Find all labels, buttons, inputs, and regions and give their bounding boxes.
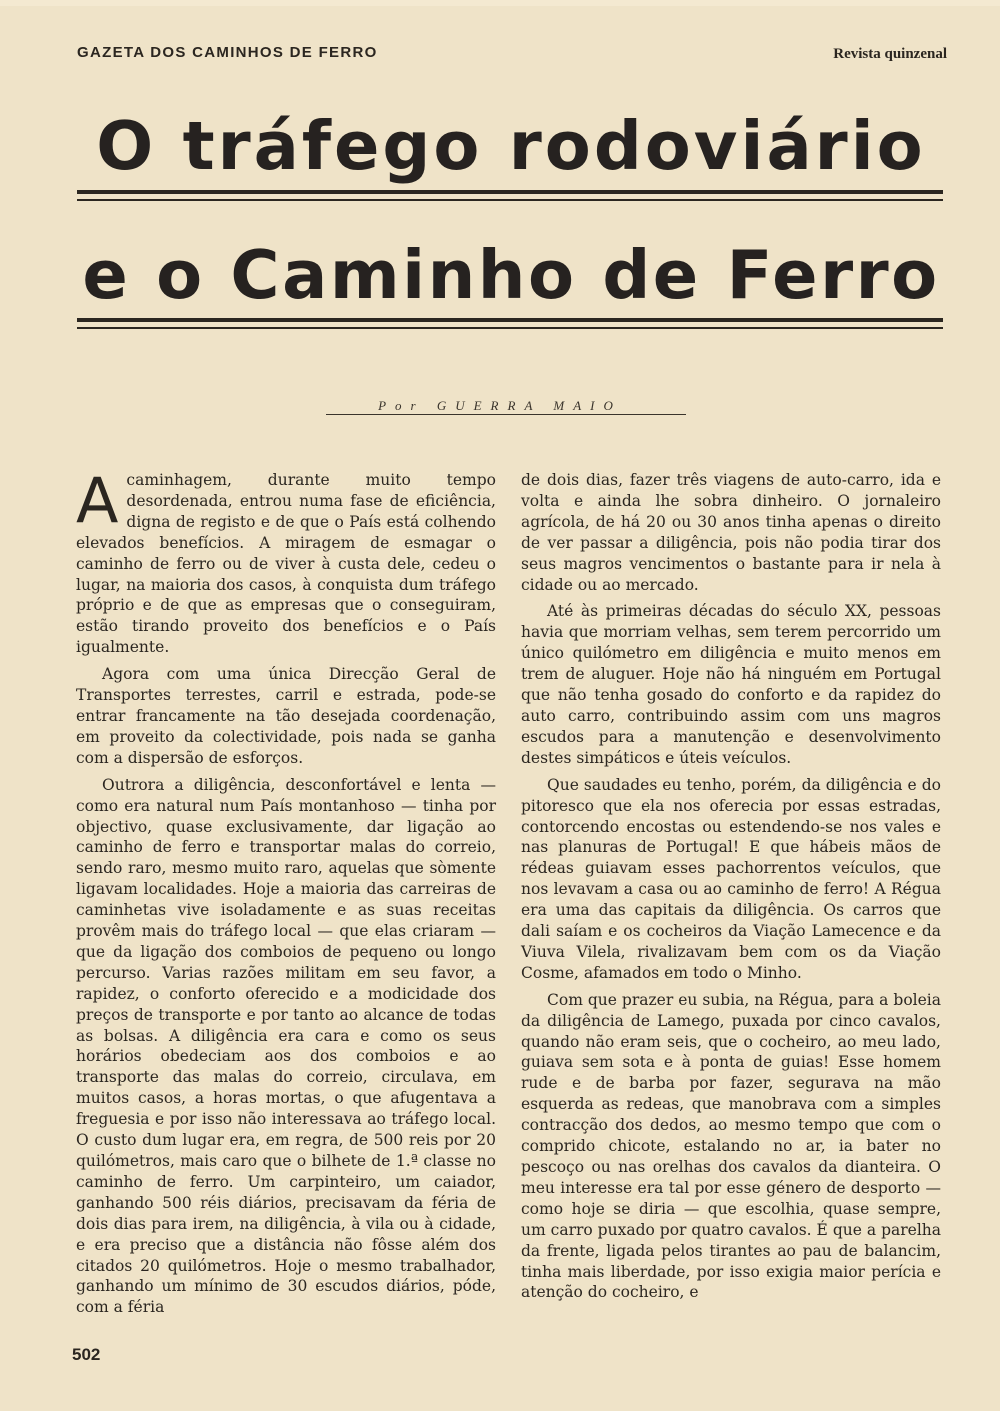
title-rule-thin-1: [77, 199, 943, 201]
paragraph-continued: de dois dias, fazer três viagens de auto-carro, ida e volta e ainda lhe sobra dinheiro. O jornaleiro agrícola, de há 20 ou 30 anos tinha apenas o direito de ver passar a diligência, pois não podia tirar dos seus magros vencimentos o bastante para ir nela à cidade ou ao mercado.: [521, 471, 941, 594]
drop-cap: A: [76, 464, 119, 537]
title-rule-thick-2: [77, 318, 943, 322]
byline: Por GUERRA MAIO: [378, 398, 622, 413]
column-left: [76, 464, 496, 1324]
journal-frequency: Revista quinzenal: [833, 46, 947, 62]
column-right: [521, 470, 941, 1309]
paragraph: Até às primeiras décadas do século XX, pessoas havia que morriam velhas, sem terem percorrido um único quilómetro em diligência e muito menos em trem de aluguer. Hoje não há ninguém em Portugal que não tenha gosado do conforto e da rapidez do auto carro, contribuindo assim com uns magros escudos para a manutenção e desenvolvimento destes simpáticos e úteis veículos.: [521, 602, 941, 767]
running-head: [77, 44, 947, 72]
paragraph: Com que prazer eu subia, na Régua, para a boleia da diligência de Lamego, puxada por cinco cavalos, quando não eram seis, que o cocheiro, ao meu lado, guiava sem sota e à ponta de guias! Esse homem rude e de barba por fazer, segurava na mão esquerda as redeas, que manobrava com a simples contracção dos dedos, ao mesmo tempo que com o comprido chicote, estalando no ar, ia bater no pescoço ou nas orelhas dos cavalos da dianteira. O meu interesse era tal por esse género de desporto — como hoje se diria — que escolhia, quase sempre, um carro puxado por quatro cavalos. É que a parelha da frente, ligada pelos tirantes ao pau de balancim, tinha mais liberdade, por isso exigia maior perícia e atenção do cocheiro, e: [521, 990, 941, 1302]
page-number: 502: [72, 1345, 101, 1364]
title-rule-thin-2: [77, 327, 943, 329]
paragraph: [76, 464, 496, 658]
article-title-line-2: e o Caminho de Ferro: [82, 236, 940, 314]
paragraph-text: caminhagem, durante muito tempo desordenada, entrou numa fase de eficiência, digna de registo e de que o País está colhendo elevados benefícios. A miragem de esmagar o caminho de ferro ou de viver à custa dele, cedeu o lugar, na maioria dos casos, à conquista dum tráfego próprio e de que as empresas que o conseguiram, estão tirando proveito dos benefícios e o País igualmente.: [76, 471, 496, 657]
article-title-line-1: O tráfego rodoviário: [96, 107, 926, 185]
page-edge: [0, 0, 1000, 6]
paragraph: Agora com uma única Direcção Geral de Transportes terrestes, carril e estrada, pode-se entrar francamente na tão desejada coordenação, em proveito da colectividade, pois nada se ganha com a dispersão de esforços.: [76, 665, 496, 767]
paragraph: Outrora a diligência, desconfortável e lenta — como era natural num País montanhoso — tinha por objectivo, quase exclusivamente, dar ligação ao caminho de ferro e transportar malas do correio, sendo raro, mesmo muito raro, aquelas que sòmente ligavam localidades. Hoje a maioria das carreiras de caminhetas vive isoladamente e as suas receitas provêm mais do tráfego local — que elas criaram — que da ligação dos comboios de pequeno ou longo percurso. Varias razões militam em seu favor, a rapidez, o conforto oferecido e a modicidade dos preços de transporte e por tanto ao alcance de todas as bolsas. A diligência era cara e como os seus horários obedeciam aos dos comboios e ao transporte das malas do correio, circulava, em muitos casos, a horas mortas, o que afugentava a freguesia e por isso não interessava ao tráfego local. O custo dum lugar era, em regra, de 500 reis por 20 quilómetros, mais caro que o bilhete de 1.ª classe no caminho de ferro. Um carpinteiro, um caiador, ganhando 500 réis diários, precisavam da féria de dois dias para irem, na diligência, à vila ou à cidade, e era preciso que a distância não fôsse além dos citados 20 quilómetros. Hoje o mesmo trabalhador, ganhando um mínimo de 30 escudos diários, póde, com a féria: [76, 775, 496, 1317]
paragraph: Que saudades eu tenho, porém, da diligência e do pitoresco que ela nos oferecia por essas estradas, contorcendo encostas ou estendendo-se nos vales e nas planuras de Portugal! E que hábeis mãos de rédeas guiavam esses pachorrentos veículos, que nos levavam a casa ou ao caminho de ferro! A Régua era uma das capitais da diligência. Os carros que dali saíam e os cocheiros da Viação Lamecence e da Viuva Vilela, rivalizavam bem com os da Viação Cosme, afamados em todo o Minho.: [521, 775, 941, 982]
title-rule-thick-1: [77, 190, 943, 194]
journal-name: GAZETA DOS CAMINHOS DE FERRO: [77, 44, 378, 61]
byline-underline: [326, 414, 686, 415]
